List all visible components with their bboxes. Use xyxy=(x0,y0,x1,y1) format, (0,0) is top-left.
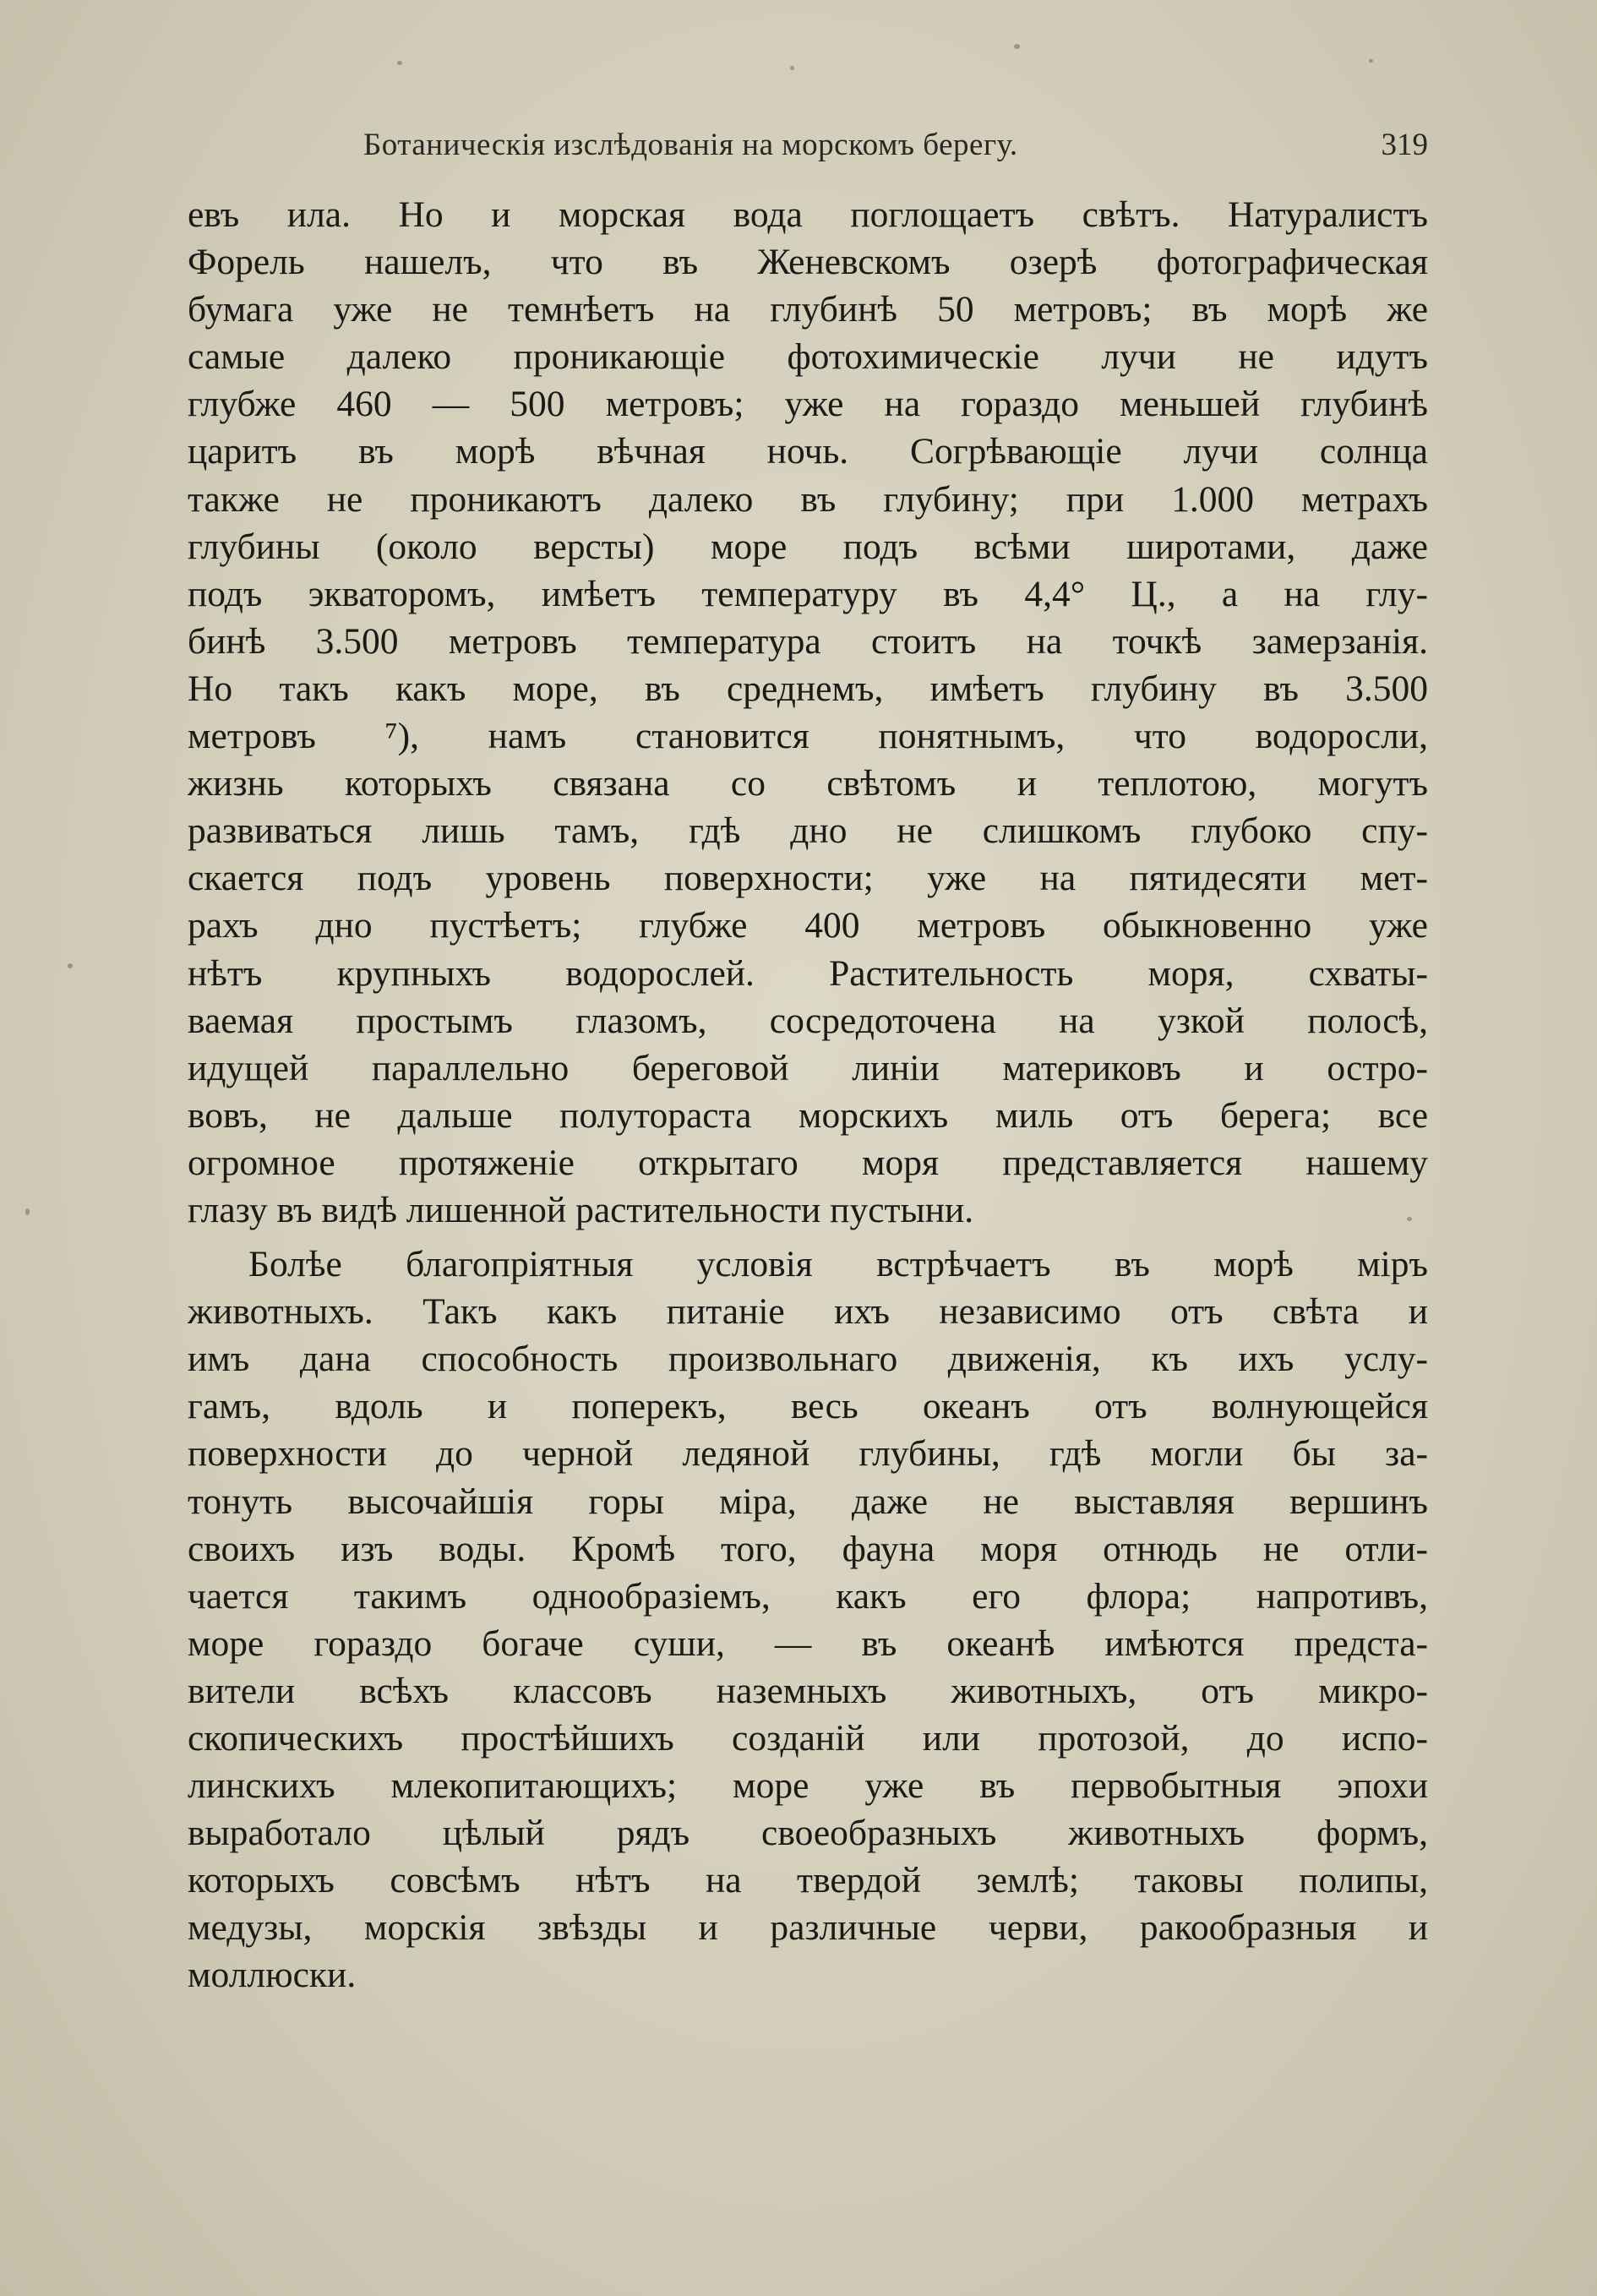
paragraph-1 xyxy=(188,191,1428,1234)
paper-speck xyxy=(1369,59,1373,63)
text-line: евъ ила. Но и морская вода поглощаетъ свѣтъ. Натуралистъ xyxy=(188,194,1428,235)
text-line: которыхъ совсѣмъ нѣтъ на твердой землѣ; таковы полипы, xyxy=(188,1860,1428,1901)
text-line: скается подъ уровень поверхности; уже на пятидесяти мет- xyxy=(188,858,1428,899)
text-line: вовъ, не дальше полутораста морскихъ миль отъ берега; все xyxy=(188,1094,1428,1136)
text-line: поверхности до черной ледяной глубины, гдѣ могли бы за- xyxy=(188,1433,1428,1475)
text-line: имъ дана способность произвольнаго движенія, къ ихъ услу- xyxy=(188,1339,1428,1380)
text-line: бинѣ 3.500 метровъ температура стоитъ на точкѣ замерзанія. xyxy=(188,620,1428,662)
text-line: идущей параллельно береговой линіи материковъ и остро- xyxy=(188,1047,1428,1088)
paper-speck xyxy=(25,1208,30,1215)
paper-speck xyxy=(1014,44,1020,49)
text-line: вители всѣхъ классовъ наземныхъ животныхъ, отъ микро- xyxy=(188,1670,1428,1711)
running-head xyxy=(363,127,1428,174)
paper-speck xyxy=(397,61,402,65)
paper-speck xyxy=(790,66,794,70)
text-line: бумага уже не темнѣетъ на глубинѣ 50 метровъ; въ морѣ же xyxy=(188,289,1428,330)
text-line: скопическихъ простѣйшихъ созданій или протозой, до испо- xyxy=(188,1718,1428,1759)
text-line: жизнь которыхъ связана со свѣтомъ и теплотою, могутъ xyxy=(188,763,1428,804)
text-line: выработало цѣлый рядъ своеобразныхъ животныхъ формъ, xyxy=(188,1813,1428,1854)
text-line: Болѣе благопріятныя условія встрѣчаетъ въ морѣ міръ xyxy=(248,1244,1428,1285)
paragraph-2 xyxy=(188,1241,1428,1999)
text-line: нѣтъ крупныхъ водорослей. Растительность моря, схваты- xyxy=(188,952,1428,994)
text-line: рахъ дно пустѣетъ; глубже 400 метровъ обыкновенно уже xyxy=(188,905,1428,946)
text-line: моллюски. xyxy=(188,1955,357,1996)
paper-speck xyxy=(68,963,73,968)
text-line: медузы, морскія звѣзды и различные черви, ракообразныя и xyxy=(188,1907,1428,1949)
page-number: 319 xyxy=(1381,128,1428,162)
text-line: гамъ, вдоль и поперекъ, весь океанъ отъ волнующейся xyxy=(188,1386,1428,1427)
text-line: глубже 460 — 500 метровъ; уже на гораздо меньшей глубинѣ xyxy=(188,384,1428,425)
text-line: огромное протяженіе открытаго моря представляется нашему xyxy=(188,1142,1428,1183)
text-line: ваемая простымъ глазомъ, сосредоточена на узкой полосѣ, xyxy=(188,1000,1428,1041)
text-line: тонуть высочайшія горы міра, даже не выставляя вершинъ xyxy=(188,1481,1428,1522)
text-line: метровъ ⁷), намъ становится понятнымъ, что водоросли, xyxy=(188,716,1428,757)
text-line: царитъ въ морѣ вѣчная ночь. Согрѣвающіе лучи солнца xyxy=(188,431,1428,472)
text-line: подъ экваторомъ, имѣетъ температуру въ 4,4° Ц., а на глу- xyxy=(188,573,1428,614)
text-line: животныхъ. Такъ какъ питаніе ихъ независимо отъ свѣта и xyxy=(188,1291,1428,1333)
text-line: самые далеко проникающіе фотохимическіе лучи не идутъ xyxy=(188,336,1428,378)
text-line: глубины (около версты) море подъ всѣми широтами, даже xyxy=(188,526,1428,567)
text-line: линскихъ млекопитающихъ; море уже въ первобытныя эпохи xyxy=(188,1765,1428,1807)
text-line: Но такъ какъ море, въ среднемъ, имѣетъ глубину въ 3.500 xyxy=(188,668,1428,709)
running-title: Ботаническія изслѣдованія на морскомъ берегу. xyxy=(363,128,1018,162)
text-line: Форель нашелъ, что въ Женевскомъ озерѣ фотографическая xyxy=(188,242,1428,283)
text-line: также не проникаютъ далеко въ глубину; при 1.000 метрахъ xyxy=(188,478,1428,520)
paragraph-gap xyxy=(188,1234,1428,1241)
text-line: море гораздо богаче суши, — въ океанѣ имѣются предста- xyxy=(188,1622,1428,1664)
text-line: глазу въ видѣ лишенной растительности пустыни. xyxy=(188,1189,974,1230)
text-line: развиваться лишь тамъ, гдѣ дно не слишкомъ глубоко спу- xyxy=(188,810,1428,852)
body-text xyxy=(188,191,1428,1999)
text-line: своихъ изъ воды. Кромѣ того, фауна моря отнюдь не отли- xyxy=(188,1528,1428,1569)
text-line: чается такимъ однообразіемъ, какъ его флора; напротивъ, xyxy=(188,1575,1428,1617)
